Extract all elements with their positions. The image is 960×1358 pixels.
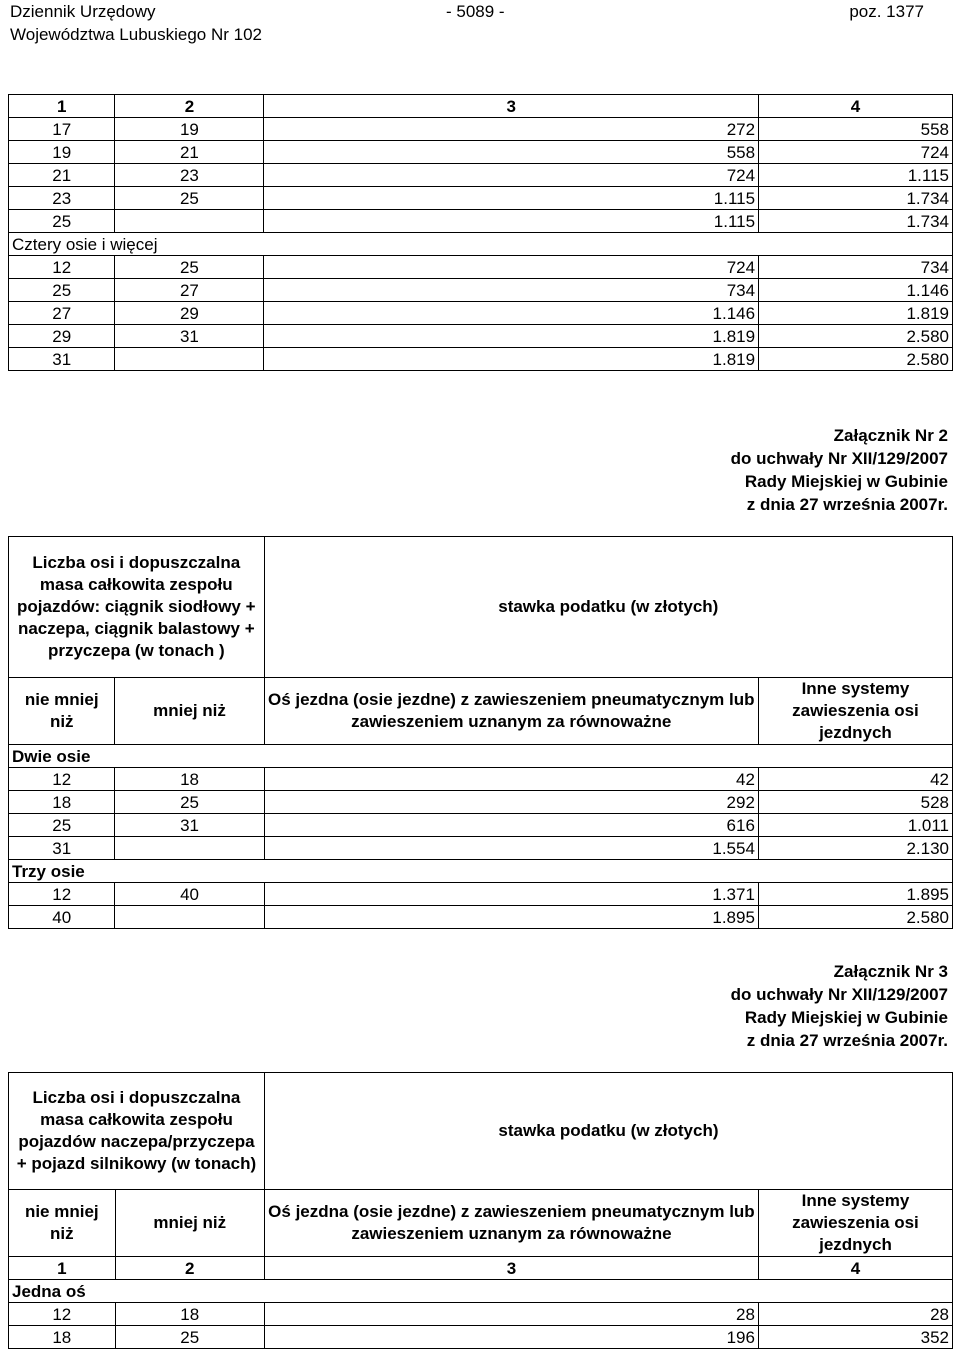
cell: 28 [758, 1303, 952, 1326]
subheader-row [9, 1190, 953, 1257]
cell: 1.895 [758, 883, 952, 906]
cell: 31 [9, 348, 115, 371]
cell [115, 210, 264, 233]
table-row [9, 256, 953, 279]
table-row [9, 768, 953, 791]
less-than-header: mniej niż [115, 678, 264, 745]
position-number: poz. 1377 [849, 2, 924, 21]
annex-line: z dnia 27 września 2007r. [746, 1031, 948, 1050]
cell: 12 [9, 256, 115, 279]
cell [115, 906, 264, 929]
cell: 1.115 [759, 164, 953, 187]
cell: 12 [9, 768, 115, 791]
annex-line: Załącznik Nr 2 [833, 426, 948, 445]
cell: 1.819 [759, 302, 953, 325]
description-header: Liczba osi i dopuszczalna masa całkowita zespołu pojazdów: ciągnik siodłowy + naczepa, ciągnik balastowy + przyczepa (w tonach ) [9, 537, 265, 678]
cell: 734 [759, 256, 953, 279]
cell: 1.146 [759, 279, 953, 302]
annex-3-heading [731, 960, 948, 1052]
less-than-header: mniej niż [115, 1190, 264, 1257]
cell: 12 [9, 883, 115, 906]
cell: 1.371 [264, 883, 758, 906]
cell: 21 [9, 164, 115, 187]
annex-line: Rady Miejskiej w Gubinie [744, 1008, 948, 1027]
cell: 27 [9, 302, 115, 325]
cell: 1.895 [264, 906, 758, 929]
table-row [9, 279, 953, 302]
cell: 292 [264, 791, 758, 814]
journal-title [10, 0, 262, 46]
cell: 21 [115, 141, 264, 164]
table-row [9, 1326, 953, 1349]
cell: 1.146 [264, 302, 759, 325]
col-number: 1 [9, 1257, 116, 1280]
cell: 18 [9, 1326, 116, 1349]
cell: 1.734 [759, 210, 953, 233]
cell: 724 [759, 141, 953, 164]
cell: 27 [115, 279, 264, 302]
table-row [9, 814, 953, 837]
annex-line: Rady Miejskiej w Gubinie [744, 472, 948, 491]
col-number: 1 [9, 95, 115, 118]
rate-header: stawka podatku (w złotych) [264, 1073, 952, 1190]
table-row [9, 118, 953, 141]
cell: 734 [264, 279, 759, 302]
cell [115, 348, 264, 371]
rate-header: stawka podatku (w złotych) [264, 537, 952, 678]
section-label: Jedna oś [9, 1280, 953, 1303]
cell: 18 [115, 768, 264, 791]
cell: 1.734 [759, 187, 953, 210]
header-row [9, 1073, 953, 1190]
cell: 18 [115, 1303, 264, 1326]
journal-line2: Województwa Lubuskiego Nr 102 [10, 25, 262, 44]
section-label: Trzy osie [9, 860, 953, 883]
cell: 31 [115, 814, 264, 837]
table-row [9, 187, 953, 210]
section-row [9, 1280, 953, 1303]
page-number: - 5089 - [446, 2, 505, 21]
section-label: Dwie osie [9, 745, 953, 768]
rates-table-1 [8, 94, 953, 371]
section-row [9, 860, 953, 883]
col-number: 2 [115, 1257, 264, 1280]
table-row [9, 791, 953, 814]
annex-line: do uchwały Nr XII/129/2007 [730, 985, 948, 1004]
table-row [9, 883, 953, 906]
table-row [9, 210, 953, 233]
cell: 558 [264, 141, 759, 164]
table-row [9, 302, 953, 325]
header-row [9, 537, 953, 678]
rates-table-2 [8, 536, 953, 929]
table-row [9, 837, 953, 860]
description-header: Liczba osi i dopuszczalna masa całkowita zespołu pojazdów naczepa/przyczepa + pojazd silnikowy (w tonach) [9, 1073, 265, 1190]
cell: 25 [115, 256, 264, 279]
cell: 25 [9, 814, 115, 837]
cell: 29 [115, 302, 264, 325]
cell: 1.011 [758, 814, 952, 837]
rates-table-3 [8, 1072, 953, 1349]
cell: 558 [759, 118, 953, 141]
cell: 25 [9, 210, 115, 233]
cell: 25 [115, 187, 264, 210]
cell: 724 [264, 164, 759, 187]
cell: 1.819 [264, 348, 759, 371]
cell: 31 [115, 325, 264, 348]
cell: 29 [9, 325, 115, 348]
cell: 23 [9, 187, 115, 210]
column-number-row [9, 1257, 953, 1280]
column-number-row [9, 95, 953, 118]
cell: 17 [9, 118, 115, 141]
cell: 1.115 [264, 187, 759, 210]
annex-line: do uchwały Nr XII/129/2007 [730, 449, 948, 468]
other-header: Inne systemy zawieszenia osi jezdnych [758, 1190, 952, 1257]
cell: 1.115 [264, 210, 759, 233]
table-row [9, 906, 953, 929]
cell: 18 [9, 791, 115, 814]
cell: 40 [115, 883, 264, 906]
not-less-header: nie mniej niż [9, 1190, 116, 1257]
cell: 28 [264, 1303, 758, 1326]
cell: 2.580 [759, 325, 953, 348]
cell: 528 [758, 791, 952, 814]
section-label: Cztery osie i więcej [9, 233, 953, 256]
table-row [9, 348, 953, 371]
cell: 25 [9, 279, 115, 302]
col-number: 3 [264, 95, 759, 118]
cell: 12 [9, 1303, 116, 1326]
subheader-row [9, 678, 953, 745]
cell: 19 [9, 141, 115, 164]
cell: 2.580 [759, 348, 953, 371]
journal-line1: Dziennik Urzędowy [10, 2, 156, 21]
section-row [9, 233, 953, 256]
table-row [9, 1303, 953, 1326]
not-less-header: nie mniej niż [9, 678, 115, 745]
annex-line: Załącznik Nr 3 [833, 962, 948, 981]
annex-2-heading [731, 424, 948, 516]
section-row [9, 745, 953, 768]
cell: 42 [264, 768, 758, 791]
cell: 616 [264, 814, 758, 837]
cell: 19 [115, 118, 264, 141]
cell: 31 [9, 837, 115, 860]
other-header: Inne systemy zawieszenia osi jezdnych [758, 678, 952, 745]
pneumatic-header: Oś jezdna (osie jezdne) z zawieszeniem pneumatycznym lub zawieszeniem uznanym za równoważne [264, 678, 758, 745]
cell: 724 [264, 256, 759, 279]
cell: 40 [9, 906, 115, 929]
cell: 25 [115, 1326, 264, 1349]
table-row [9, 141, 953, 164]
cell: 272 [264, 118, 759, 141]
cell: 2.580 [758, 906, 952, 929]
col-number: 4 [759, 95, 953, 118]
cell: 42 [758, 768, 952, 791]
col-number: 4 [758, 1257, 952, 1280]
table-row [9, 325, 953, 348]
cell: 352 [758, 1326, 952, 1349]
col-number: 2 [115, 95, 264, 118]
table-row [9, 164, 953, 187]
cell: 23 [115, 164, 264, 187]
cell: 25 [115, 791, 264, 814]
cell: 196 [264, 1326, 758, 1349]
cell [115, 837, 264, 860]
pneumatic-header: Oś jezdna (osie jezdne) z zawieszeniem pneumatycznym lub zawieszeniem uznanym za równoważne [264, 1190, 758, 1257]
col-number: 3 [264, 1257, 758, 1280]
annex-line: z dnia 27 września 2007r. [746, 495, 948, 514]
cell: 1.819 [264, 325, 759, 348]
cell: 1.554 [264, 837, 758, 860]
cell: 2.130 [758, 837, 952, 860]
